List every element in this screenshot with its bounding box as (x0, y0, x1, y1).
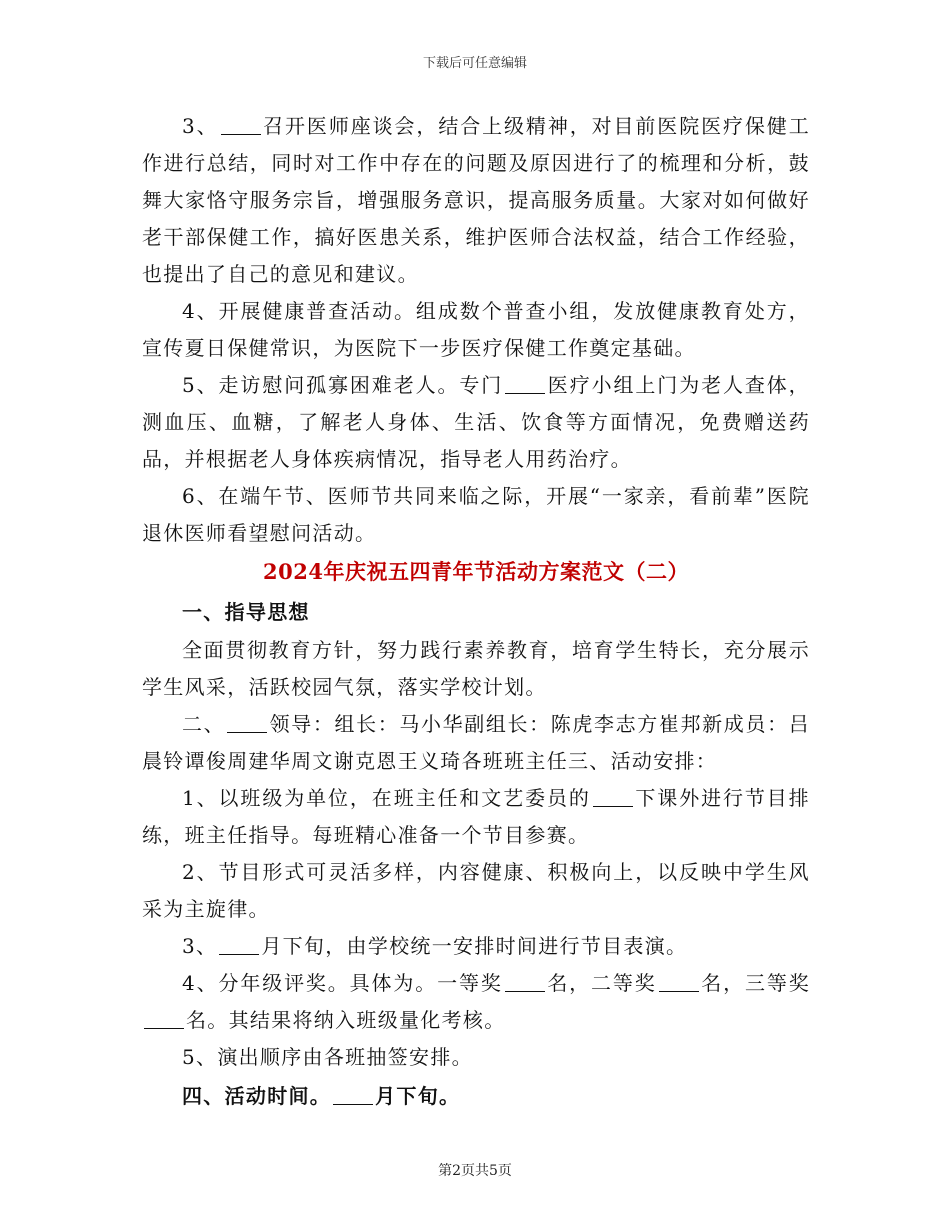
blank-line (221, 114, 261, 135)
heading-activity-time: 四、活动时间。 月下旬。 (182, 1084, 461, 1108)
blank-line (227, 712, 267, 733)
arrangement-item-3: 3、 月下旬，由学校统一安排时间进行节目表演。 (182, 934, 688, 958)
paragraph-guiding-ideology: 全面贯彻教育方针，努力践行素养教育，培育学生特长，充分展示学生风采，活跃校园气氛，落实学校计划。 (142, 638, 810, 699)
blank-line (144, 1008, 184, 1029)
paragraph-item-6: 6、在端午节、医师节共同来临之际，开展“一家亲，看前辈”医院退休医师看望慰问活动。 (142, 484, 810, 545)
section-title: 2024年庆祝五四青年节活动方案范文（二） (263, 559, 689, 584)
heading-guiding-ideology: 一、指导思想 (182, 600, 310, 624)
blank-line (659, 971, 699, 992)
blank-line (593, 786, 633, 807)
arrangement-item-5: 5、演出顺序由各班抽签安排。 (182, 1045, 473, 1069)
arrangement-item-4: 4、分年级评奖。具体为。一等奖 名，二等奖 名，三等奖名。其结果将纳入班级量化考核。 (142, 965, 810, 1039)
arrangement-item-2: 2、节目形式可灵活多样，内容健康、积极向上，以反映中学生风采为主旋律。 (142, 860, 810, 921)
blank-line (505, 373, 545, 394)
paragraph-item-5: 5、走访慰问孤寡困难老人。专门 医疗小组上门为老人查体，测血压、血糖，了解老人身体、生活、饮食等方面情况，免费赠送药品，并根据老人身体疾病情况，指导老人用药治疗。 (142, 373, 810, 471)
blank-line (333, 1084, 373, 1105)
page-footer: 第2页共5页 (438, 1163, 512, 1179)
page-header: 下载后可任意编辑 (422, 56, 527, 71)
blank-line (505, 971, 545, 992)
paragraph-leadership: 二、 领导：组长：马小华副组长：陈虎李志方崔邦新成员：吕晨铃谭俊周建华周文谢克恩王义琦各班班主任三、活动安排： (142, 712, 810, 773)
paragraph-item-4: 4、开展健康普查活动。组成数个普查小组，发放健康教育处方，宣传夏日保健常识，为医院下一步医疗保健工作奠定基础。 (142, 299, 810, 360)
paragraph-item-3: 3、 召开医师座谈会，结合上级精神，对目前医院医疗保健工作进行总结，同时对工作中存在的问题及原因进行了的梳理和分析，鼓舞大家恪守服务宗旨，增强服务意识，提高服务质量。大家对如何做好老干部保健工作，搞好医患关系，维护医师合法权益，结合工作经验，也提出了自己的意见和建议。 (142, 114, 811, 286)
document-body (142, 108, 810, 1116)
blank-line (219, 934, 259, 955)
arrangement-item-1: 1、以班级为单位，在班主任和文艺委员的 下课外进行节目排练，班主任指导。每班精心准备一个节目参赛。 (142, 786, 810, 847)
